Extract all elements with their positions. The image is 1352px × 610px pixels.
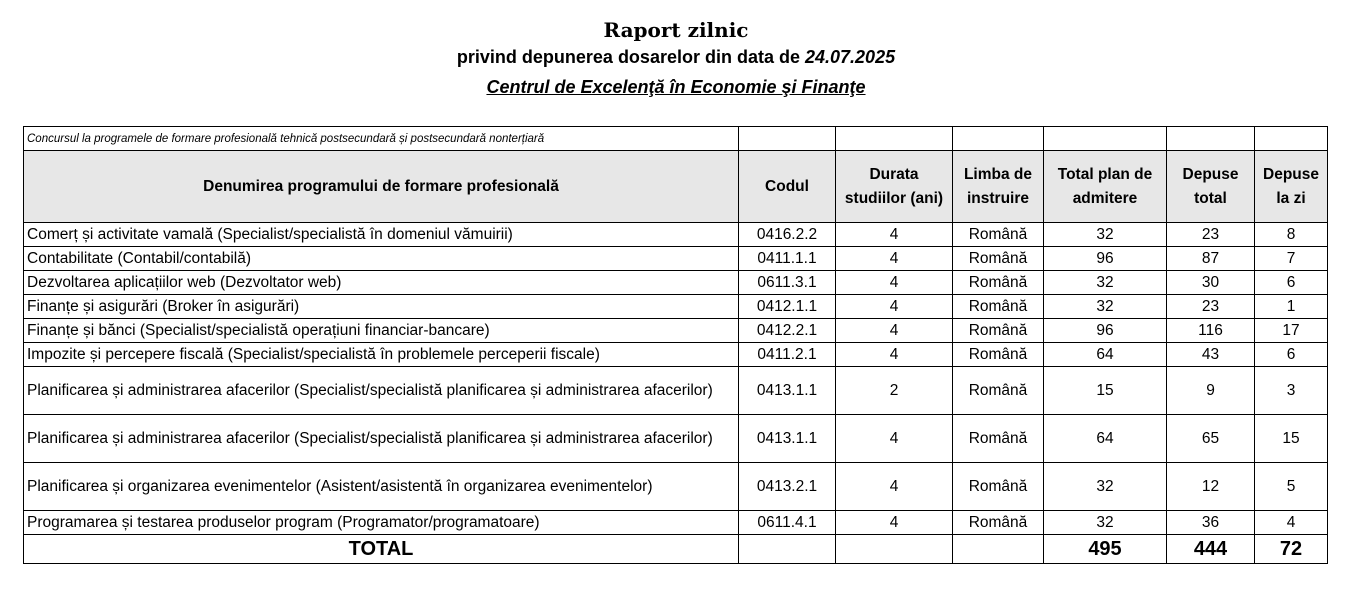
study-duration: 4 [836,463,953,511]
instruction-language: Română [953,223,1044,247]
admission-plan: 64 [1044,415,1167,463]
submitted-today: 4 [1255,511,1328,535]
column-header-name: Denumirea programului de formare profesională [24,151,739,223]
submitted-total: 36 [1167,511,1255,535]
program-name: Finanțe și bănci (Specialist/specialistă operațiuni financiar-bancare) [24,319,739,343]
program-name: Planificarea și administrarea afacerilor (Specialist/specialistă planificarea și administrarea afacerilor) [24,415,739,463]
table-row [24,367,1328,415]
table-header-row [24,151,1328,223]
study-duration: 4 [836,511,953,535]
report-table [23,126,1328,564]
study-duration: 4 [836,223,953,247]
admission-plan: 32 [1044,223,1167,247]
admission-plan: 96 [1044,247,1167,271]
total-plan: 495 [1044,535,1167,564]
submitted-today: 6 [1255,343,1328,367]
program-code: 0411.2.1 [739,343,836,367]
column-header-today: Depuse la zi [1255,151,1328,223]
submitted-total: 23 [1167,223,1255,247]
table-total-row [24,535,1328,564]
submitted-total: 30 [1167,271,1255,295]
table-row [24,463,1328,511]
submitted-total: 116 [1167,319,1255,343]
instruction-language: Română [953,511,1044,535]
instruction-language: Română [953,463,1044,511]
submitted-total: 23 [1167,295,1255,319]
report-date: 24.07.2025 [805,47,896,67]
table-caption-row [24,127,1328,151]
submitted-today: 5 [1255,463,1328,511]
submitted-today: 15 [1255,415,1328,463]
program-code: 0611.3.1 [739,271,836,295]
program-name: Planificarea și organizarea evenimentelor (Asistent/asistentă în organizarea evenimentelor) [24,463,739,511]
study-duration: 4 [836,271,953,295]
instruction-language: Română [953,367,1044,415]
program-name: Contabilitate (Contabil/contabilă) [24,247,739,271]
table-row [24,247,1328,271]
program-code: 0413.2.1 [739,463,836,511]
table-caption: Concursul la programele de formare profesională tehnică postsecundară și postsecundară nonterțiară [24,127,739,151]
submitted-today: 3 [1255,367,1328,415]
table-row [24,271,1328,295]
instruction-language: Română [953,343,1044,367]
submitted-today: 17 [1255,319,1328,343]
program-code: 0413.1.1 [739,367,836,415]
program-code: 0416.2.2 [739,223,836,247]
submitted-total: 43 [1167,343,1255,367]
program-name: Comerț și activitate vamală (Specialist/specialistă în domeniul vămuirii) [24,223,739,247]
submitted-total: 87 [1167,247,1255,271]
admission-plan: 32 [1044,271,1167,295]
admission-plan: 32 [1044,463,1167,511]
table-row [24,415,1328,463]
admission-plan: 64 [1044,343,1167,367]
program-code: 0412.1.1 [739,295,836,319]
program-name: Finanțe și asigurări (Broker în asigurări) [24,295,739,319]
program-code: 0611.4.1 [739,511,836,535]
table-row [24,319,1328,343]
instruction-language: Română [953,247,1044,271]
table-row [24,295,1328,319]
submitted-total: 9 [1167,367,1255,415]
study-duration: 4 [836,247,953,271]
column-header-duration: Durata studiilor (ani) [836,151,953,223]
submitted-today: 6 [1255,271,1328,295]
program-name: Programarea și testarea produselor program (Programator/programatoare) [24,511,739,535]
submitted-total: 65 [1167,415,1255,463]
table-row [24,223,1328,247]
submitted-today: 8 [1255,223,1328,247]
program-code: 0413.1.1 [739,415,836,463]
admission-plan: 15 [1044,367,1167,415]
program-code: 0412.2.1 [739,319,836,343]
program-name: Planificarea și administrarea afacerilor (Specialist/specialistă planificarea și administrarea afacerilor) [24,367,739,415]
program-name: Impozite și percepere fiscală (Specialist/specialistă în problemele perceperii fiscale) [24,343,739,367]
admission-plan: 96 [1044,319,1167,343]
program-code: 0411.1.1 [739,247,836,271]
report-title: Raport zilnic [603,18,749,42]
column-header-code: Codul [739,151,836,223]
study-duration: 4 [836,343,953,367]
total-today: 72 [1255,535,1328,564]
instruction-language: Română [953,271,1044,295]
submitted-today: 1 [1255,295,1328,319]
submitted-total: 12 [1167,463,1255,511]
institution-name: Centrul de Excelenţă în Economie şi Finanţe [486,77,866,97]
column-header-plan: Total plan de admitere [1044,151,1167,223]
column-header-total: Depuse total [1167,151,1255,223]
column-header-language: Limba de instruire [953,151,1044,223]
table-row [24,343,1328,367]
admission-plan: 32 [1044,295,1167,319]
subtitle-prefix: privind depunerea dosarelor din data de [456,47,800,67]
admission-plan: 32 [1044,511,1167,535]
submitted-today: 7 [1255,247,1328,271]
total-label: TOTAL [24,535,739,564]
study-duration: 4 [836,415,953,463]
program-name: Dezvoltarea aplicațiilor web (Dezvoltator web) [24,271,739,295]
study-duration: 4 [836,295,953,319]
study-duration: 4 [836,319,953,343]
instruction-language: Română [953,415,1044,463]
table-row [24,511,1328,535]
report-subtitle [0,47,1352,68]
instruction-language: Română [953,295,1044,319]
instruction-language: Română [953,319,1044,343]
study-duration: 2 [836,367,953,415]
total-submitted: 444 [1167,535,1255,564]
